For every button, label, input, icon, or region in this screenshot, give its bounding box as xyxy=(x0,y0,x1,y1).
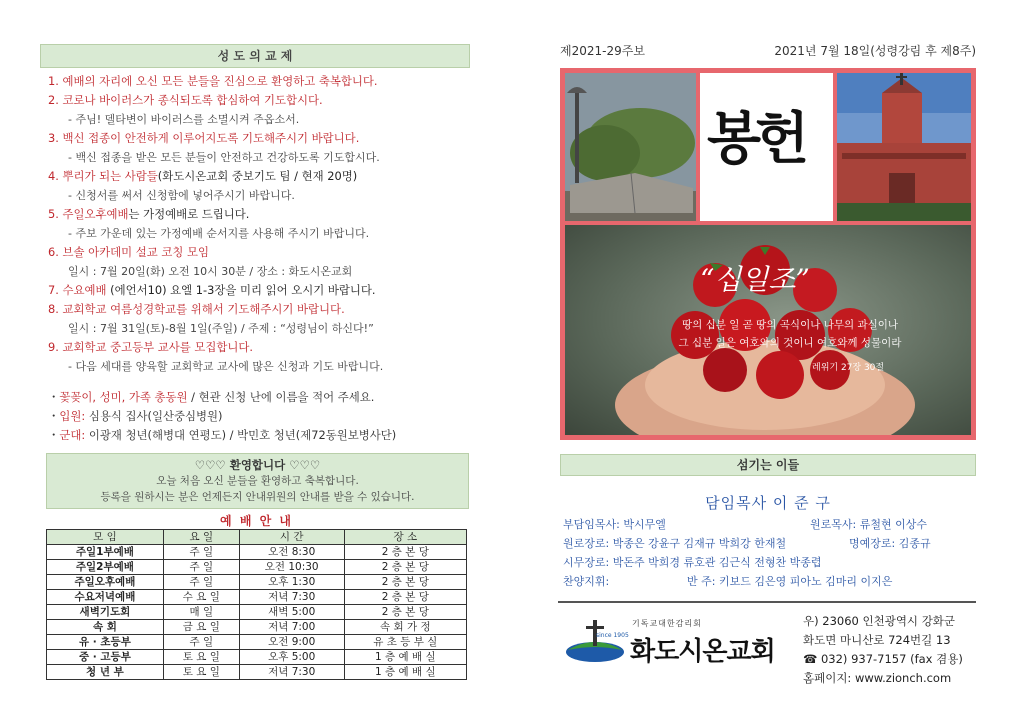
since-label: since 1905 xyxy=(596,632,629,639)
fellowship-list xyxy=(40,68,470,445)
table-row: 새벽기도회 매 일 새벽 5:00 2 층 본 당 xyxy=(47,605,467,620)
servant-line: 시무장로: 박돈주 박희경 류호관 김근식 전형찬 박종렵 xyxy=(563,556,822,569)
church-logo xyxy=(564,612,784,672)
cover-headline: “십일조” xyxy=(700,263,810,296)
list-item: 9. 교회학교 중고등부 교사를 모집합니다. xyxy=(48,340,254,354)
table-row: 청 년 부 토 요 일 저녁 7:30 1 층 예 배 실 xyxy=(47,665,467,680)
address-line: 화도면 마니산로 724번길 13 xyxy=(803,633,951,647)
list-sub-item: - 주보 가운데 있는 가정예배 순서지를 사용해 주시기 바랍니다. xyxy=(68,227,370,240)
table-row: 속 회 금 요 일 저녁 7:00 속 회 가 정 xyxy=(47,620,467,635)
list-sub-item: - 백신 접종을 받은 모든 분들이 안전하고 건강하도록 기도합시다. xyxy=(68,151,380,164)
servant-line: 찬양지휘: xyxy=(563,575,610,588)
verse-line: 땅의 십분 일 곧 땅의 곡식이나 나무의 과실이나 xyxy=(681,319,899,331)
fellowship-section xyxy=(40,44,470,445)
verse-reference: 레위기 27장 30절 xyxy=(812,363,885,373)
divider xyxy=(558,601,976,603)
list-sub-item: 일시 : 7월 31일(토)-8월 1일(주일) / 주제 : “성령님이 하신다!” xyxy=(68,322,374,335)
church-name: 화도시온교회 xyxy=(630,637,775,667)
phone: ☎ 032) 937-7157 (fax 겸용) xyxy=(803,652,963,666)
church-building-photo xyxy=(837,73,971,221)
address-line: 우) 23060 인천광역시 강화군 xyxy=(803,614,956,628)
list-sub-item: 일시 : 7월 20일(화) 오전 10시 30분 / 장소 : 화도시온교회 xyxy=(68,265,353,278)
schedule-table xyxy=(46,529,467,680)
list-item: 7. 수요예배 (에언서10) 요엘 1-3장을 미리 읽어 오시기 바랍니다. xyxy=(48,283,376,297)
denomination: 기독교대한감리회 xyxy=(632,619,702,628)
table-row: 주일2부예배 주 일 오전 10:30 2 층 본 당 xyxy=(47,560,467,575)
senior-pastor: 담임목사 이 준 구 xyxy=(705,494,831,512)
column-header: 장 소 xyxy=(344,530,466,545)
church-logo-icon xyxy=(564,616,626,668)
welcome-box xyxy=(46,453,469,509)
verse-line: 그 십분 일은 여호와의 것이니 여호와께 성물이라 xyxy=(678,337,902,349)
bulletin-date: 2021년 7월 18일(성령강림 후 제8주) xyxy=(774,44,976,58)
homepage-link[interactable]: 홈페이지: www.zionch.com xyxy=(803,671,952,685)
table-row: 유 · 초등부 주 일 오전 9:00 유 초 등 부 실 xyxy=(47,635,467,650)
welcome-line: 등록을 원하시는 분은 언제든지 안내위원의 안내를 받을 수 있습니다. xyxy=(100,491,415,503)
table-row: 주일오후예배 주 일 오후 1:30 2 층 본 당 xyxy=(47,575,467,590)
welcome-title: ♡♡♡ 환영합니다 ♡♡♡ xyxy=(194,458,321,472)
cover-verse xyxy=(640,316,940,352)
list-item: 6. 브솔 아카데미 설교 코칭 모임 xyxy=(48,245,210,259)
memorial-stone-photo xyxy=(565,73,696,221)
announcement-bullet: ・입원: 심용식 집사(일산중심병원) xyxy=(48,409,223,423)
calligraphy-text: 봉헌 xyxy=(707,106,804,172)
column-header: 시 간 xyxy=(239,530,344,545)
schedule-title: 예 배 안 내 xyxy=(220,514,293,528)
welcome-line: 오늘 처음 오신 분들을 환영하고 축복합니다. xyxy=(156,475,359,487)
servant-line: 반 주: 키보드 김은영 피아노 김마리 이지은 xyxy=(687,575,893,588)
list-item: 3. 백신 접종이 안전하게 이루어지도록 기도해주시기 바랍니다. xyxy=(48,131,360,145)
servant-line: 원로장로: 박종은 강윤구 김재규 박희강 한재철 xyxy=(563,537,787,550)
column-header: 모 임 xyxy=(47,530,164,545)
list-item: 5. 주일오후예배는 가정예배로 드립니다. xyxy=(48,207,250,221)
servants-title: 섬기는 이들 xyxy=(560,454,976,476)
issue-number: 제2021-29주보 xyxy=(560,44,645,58)
fellowship-title: 성 도 의 교 제 xyxy=(40,44,470,68)
table-row: 수요저녁예배 수 요 일 저녁 7:30 2 층 본 당 xyxy=(47,590,467,605)
list-item: 1. 예배의 자리에 오신 모든 분들을 진심으로 환영하고 축복합니다. xyxy=(48,74,378,88)
table-header-row xyxy=(47,530,467,545)
list-item: 8. 교회학교 여름성경학교를 위해서 기도해주시기 바랍니다. xyxy=(48,302,345,316)
table-row: 주일1부예배 주 일 오전 8:30 2 층 본 당 xyxy=(47,545,467,560)
list-sub-item: - 신청서를 써서 신청함에 넣어주시기 바랍니다. xyxy=(68,189,295,202)
announcement-bullet: ・꽃꽂이, 성미, 가족 총동원 / 현관 신청 난에 이름을 적어 주세요. xyxy=(48,390,375,404)
list-sub-item: - 다음 세대를 양육할 교회학교 교사에 많은 신청과 기도 바랍니다. xyxy=(68,360,384,373)
servant-line: 부담임목사: 박시무엘 xyxy=(563,518,666,531)
list-item: 4. 뿌리가 되는 사람들(화도시온교회 중보기도 팀 / 현재 20명) xyxy=(48,169,358,183)
column-header: 요 일 xyxy=(163,530,239,545)
table-row: 중 · 고등부 토 요 일 오후 5:00 1 층 예 배 실 xyxy=(47,650,467,665)
servant-line: 원로목사: 류철현 이상수 xyxy=(810,518,927,531)
list-item: 2. 코로나 바이러스가 종식되도록 합심하여 기도합시다. xyxy=(48,93,323,107)
church-contact xyxy=(803,612,963,688)
announcement-bullet: ・군대: 이광재 청년(해병대 연평도) / 박민호 청년(제72동원보병사단) xyxy=(48,428,397,442)
servant-line: 명예장로: 김종규 xyxy=(849,537,931,550)
list-sub-item: - 주님! 델타변이 바이러스를 소멸시켜 주옵소서. xyxy=(68,113,300,126)
